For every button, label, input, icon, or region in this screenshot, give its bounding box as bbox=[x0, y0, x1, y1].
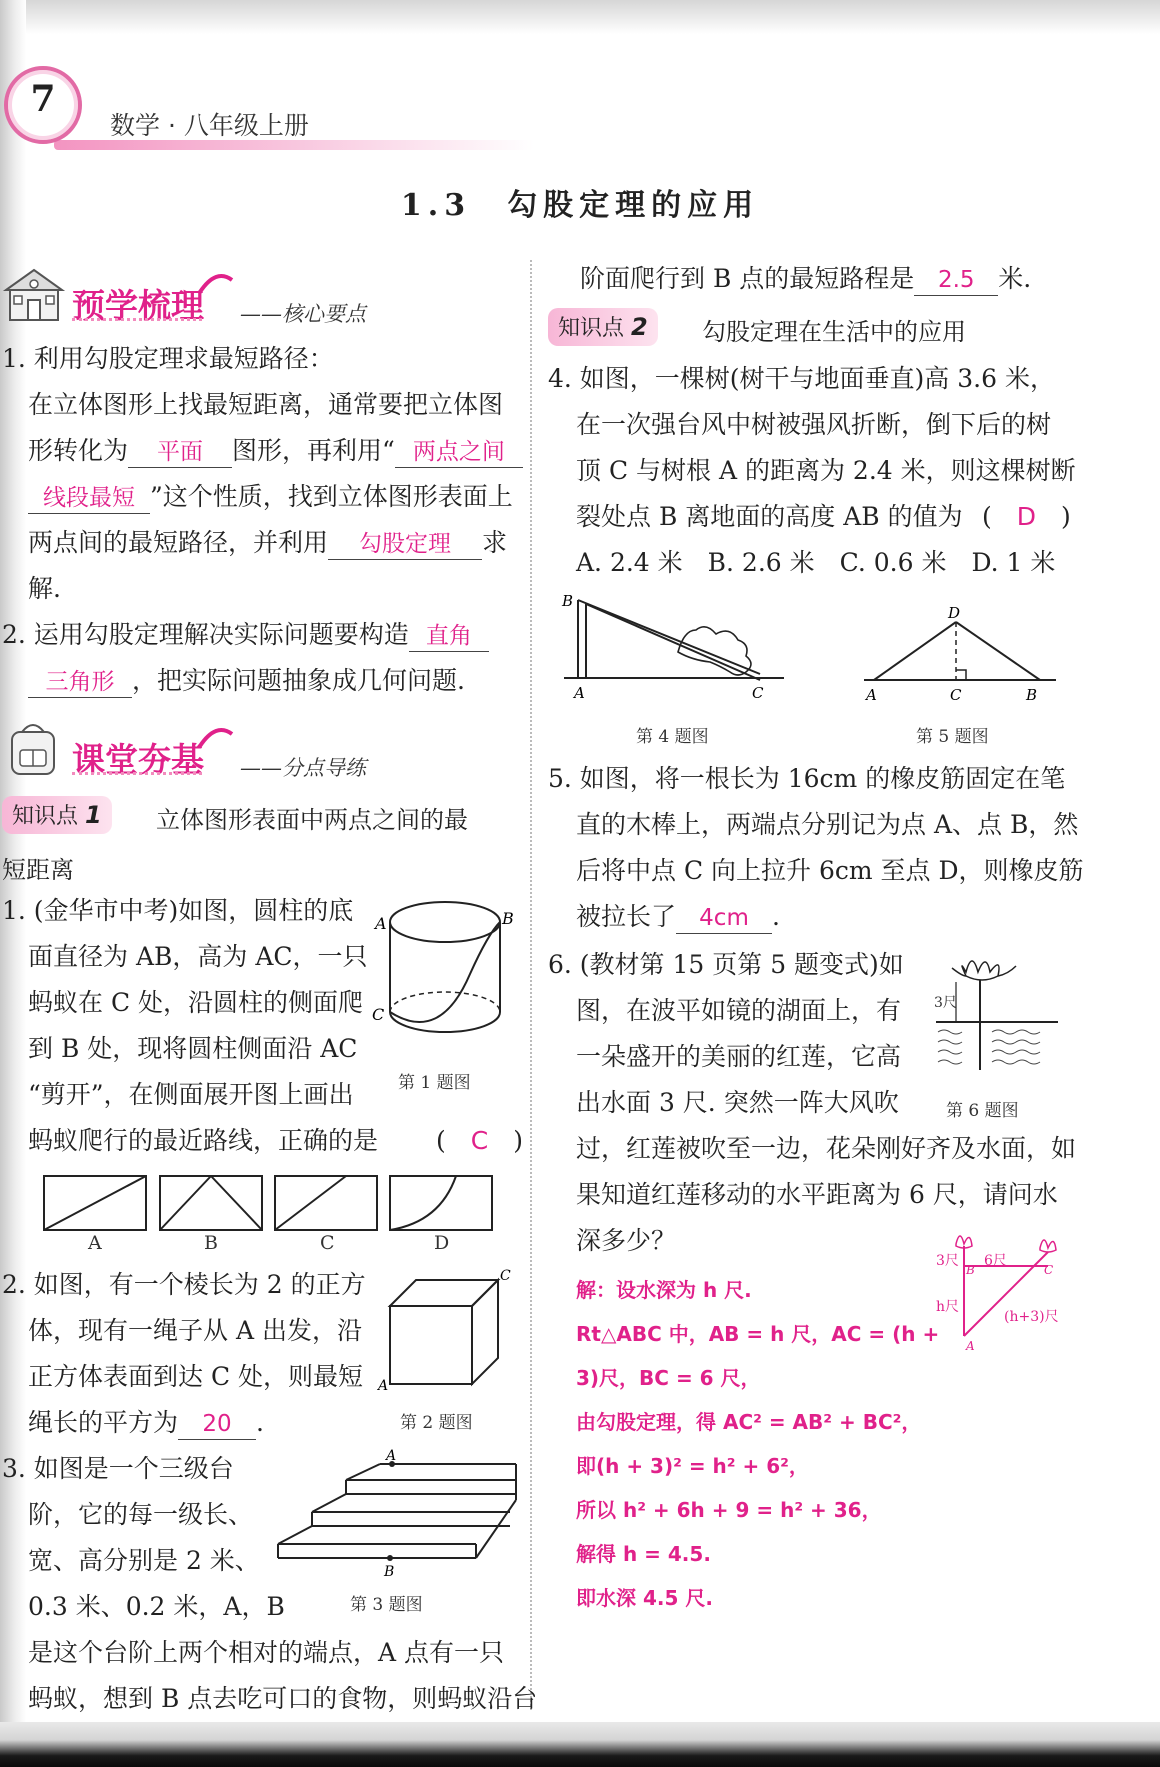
preview-item1-line1: 1. 利用勾股定理求最短路径： bbox=[2, 344, 334, 373]
q6-solution-line: 即水深 4.5 尺. bbox=[576, 1586, 713, 1610]
text: 图形，再利用“ bbox=[232, 436, 395, 465]
q1-options-figure bbox=[40, 1172, 500, 1254]
bottom-edge bbox=[0, 1722, 1160, 1767]
kp-label: 知识点 bbox=[558, 316, 625, 341]
svg-text:A: A bbox=[574, 684, 585, 702]
svg-text:C: C bbox=[752, 684, 764, 702]
q6-line2: 图，在波平如镜的湖面上，有 bbox=[576, 996, 902, 1025]
svg-text:C: C bbox=[950, 686, 962, 704]
q6-sol-label-6chi: 6尺 bbox=[984, 1253, 1007, 1269]
svg-text:C: C bbox=[1044, 1263, 1054, 1277]
q1-option-d: D bbox=[434, 1232, 450, 1254]
banner-dots bbox=[72, 318, 202, 321]
q6-solution-line: 3)尺，BC = 6 尺， bbox=[576, 1366, 761, 1390]
q6-solution-figure bbox=[936, 1226, 1060, 1354]
svg-text:C: C bbox=[500, 1268, 511, 1284]
svg-text:A: A bbox=[866, 686, 877, 704]
q5-line4 bbox=[576, 900, 780, 934]
school-icon bbox=[4, 264, 64, 324]
q6-line7: 深多少？ bbox=[576, 1226, 677, 1255]
q1-caption: 第 1 题图 bbox=[398, 1073, 471, 1093]
classroom-banner-subtitle: ——分点导练 bbox=[240, 756, 366, 780]
q1-option-b: B bbox=[204, 1232, 218, 1254]
q2-line4 bbox=[28, 1406, 264, 1440]
preview-item1-line6: 解. bbox=[28, 574, 61, 603]
page-top-edge bbox=[0, 0, 1160, 34]
q4-line1: 4. 如图，一棵树(树干与地面垂直)高 3.6 米， bbox=[548, 364, 1055, 393]
preview-item2-line1 bbox=[2, 618, 489, 652]
q6-line5: 过，红莲被吹至一边，花朵刚好齐及水面，如 bbox=[576, 1134, 1077, 1163]
q6-solution-line: 解得 h = 4.5. bbox=[576, 1542, 711, 1566]
knowledge-point-1-badge bbox=[2, 796, 112, 834]
banner-swoosh-icon bbox=[196, 720, 236, 750]
q2-line3: 正方体表面到达 C 处，则最短 bbox=[28, 1362, 364, 1391]
preview-item1-line4 bbox=[28, 480, 513, 514]
svg-text:B: B bbox=[966, 1263, 975, 1277]
q1-answer-paren: ( C ) bbox=[436, 1126, 523, 1155]
q3-caption: 第 3 题图 bbox=[350, 1595, 423, 1615]
q5-caption: 第 5 题图 bbox=[916, 727, 989, 747]
preview-item1-line5 bbox=[28, 526, 507, 560]
section-title: 1.3 勾股定理的应用 bbox=[400, 188, 760, 223]
svg-text:D: D bbox=[948, 604, 961, 622]
q6-sol-label-h3: (h+3)尺 bbox=[1004, 1309, 1059, 1325]
text: ，把实际问题抽象成几何问题. bbox=[132, 666, 465, 695]
q3-line6: 蚂蚁，想到 B 点去吃可口的食物，则蚂蚁沿台 bbox=[28, 1684, 538, 1713]
preview-item1-line2: 在立体图形上找最短距离，通常要把立体图 bbox=[28, 390, 504, 419]
preview-item2-line2 bbox=[28, 664, 465, 698]
q6-fig-3chi-label: 3尺 bbox=[934, 995, 957, 1011]
kp-number: 2 bbox=[631, 313, 648, 341]
knowledge-point-2-badge bbox=[548, 308, 658, 346]
q4-answer-paren: ( D ) bbox=[982, 502, 1071, 531]
q3-line3: 宽、高分别是 2 米、 bbox=[28, 1546, 260, 1575]
q6-solution-line: 所以 h² + 6h + 9 = h² + 36， bbox=[576, 1498, 882, 1522]
svg-text:B: B bbox=[562, 592, 574, 610]
q6-solution-line: 由勾股定理，得 AC² = AB² + BC²， bbox=[576, 1410, 922, 1434]
q3-line2: 阶，它的每一级长、 bbox=[28, 1500, 254, 1529]
q1-cylinder-figure bbox=[370, 894, 520, 1044]
page-number-badge bbox=[4, 66, 82, 144]
preview-banner-title: 预学梳理 bbox=[72, 286, 204, 325]
answer-blank: 20 bbox=[178, 1409, 256, 1440]
q4-line2: 在一次强台风中树被强风折断，倒下后的树 bbox=[576, 410, 1052, 439]
svg-text:B: B bbox=[384, 1564, 395, 1580]
q6-caption: 第 6 题图 bbox=[946, 1101, 1019, 1121]
q6-solution-line: Rt△ABC 中，AB = h 尺，AC = (h + bbox=[576, 1322, 940, 1346]
answer-blank: 2.5 bbox=[914, 265, 998, 296]
q2-line1: 2. 如图，有一个棱长为 2 的正方 bbox=[2, 1270, 366, 1299]
column-divider bbox=[530, 260, 532, 1710]
text: 2. 运用勾股定理解决实际问题要构造 bbox=[2, 620, 409, 649]
q1-line5: “剪开”，在侧面展开图上画出 bbox=[28, 1080, 354, 1109]
q6-sol-label-3chi: 3尺 bbox=[936, 1253, 959, 1269]
q1-line6: 蚂蚁爬行的最近路线，正确的是 bbox=[28, 1126, 379, 1155]
knowledge-point-1-title-b: 短距离 bbox=[2, 856, 74, 884]
q3-line4: 0.3 米、0.2 米，A，B bbox=[28, 1592, 285, 1621]
q2-caption: 第 2 题图 bbox=[400, 1413, 473, 1433]
q1-option-a: A bbox=[88, 1232, 102, 1254]
answer-blank: 平面 bbox=[128, 437, 232, 468]
kp-number: 1 bbox=[85, 801, 102, 829]
q6-sol-label-h: h尺 bbox=[936, 1299, 960, 1315]
q1-answer: C bbox=[470, 1126, 489, 1155]
q5-line1: 5. 如图，将一根长为 16cm 的橡皮筋固定在笔 bbox=[548, 764, 1066, 793]
preview-banner-subtitle: ——核心要点 bbox=[240, 302, 366, 326]
q3-stairs-figure bbox=[272, 1448, 522, 1580]
knowledge-point-1-title-a: 立体图形表面中两点之间的最 bbox=[156, 806, 468, 834]
q4-options: A. 2.4 米 B. 2.6 米 C. 0.6 米 D. 1 米 bbox=[576, 548, 1056, 577]
svg-text:A: A bbox=[375, 914, 387, 933]
q4-line4: 裂处点 B 离地面的高度 AB 的值为 bbox=[576, 502, 963, 531]
svg-text:B: B bbox=[502, 909, 514, 928]
svg-text:A: A bbox=[966, 1339, 975, 1353]
q1-line4: 到 B 处，现将圆柱侧面沿 AC bbox=[28, 1034, 358, 1063]
q6-line4: 出水面 3 尺. 突然一阵大风吹 bbox=[576, 1088, 899, 1117]
q6-solution-line: 解：设水深为 h 尺. bbox=[576, 1278, 752, 1302]
text: 绳长的平方为 bbox=[28, 1408, 179, 1437]
svg-text:A: A bbox=[378, 1378, 389, 1394]
q6-line1: 6. (教材第 15 页第 5 题变式)如 bbox=[548, 950, 904, 979]
answer-blank: 直角 bbox=[409, 621, 489, 652]
answer-blank: 4cm bbox=[676, 903, 772, 934]
classroom-banner-title: 课堂夯基 bbox=[72, 740, 204, 779]
svg-text:A: A bbox=[386, 1448, 397, 1464]
book-title: 数学 · 八年级上册 bbox=[110, 111, 309, 140]
q4-tree-figure bbox=[560, 590, 790, 710]
q6-line6: 果知道红莲移动的水平距离为 6 尺，请问水 bbox=[576, 1180, 1058, 1209]
answer-blank: 两点之间 bbox=[395, 437, 523, 468]
page-number: 7 bbox=[30, 78, 56, 120]
knowledge-point-2-title: 勾股定理在生活中的应用 bbox=[702, 318, 966, 346]
q1-line3: 蚂蚁在 C 处，沿圆柱的侧面爬 bbox=[28, 988, 364, 1017]
q1-line2: 面直径为 AB，高为 AC，一只 bbox=[28, 942, 368, 971]
q6-solution-line: 即(h + 3)² = h² + 6²， bbox=[576, 1454, 809, 1478]
text: 米. bbox=[998, 264, 1032, 293]
svg-text:B: B bbox=[1026, 686, 1038, 704]
text: 两点间的最短路径，并利用 bbox=[28, 528, 329, 557]
answer-blank: 勾股定理 bbox=[328, 529, 482, 560]
q4-answer: D bbox=[1016, 502, 1037, 531]
q3-line5: 是这个台阶上两个相对的端点，A 点有一只 bbox=[28, 1638, 505, 1667]
text: 求 bbox=[482, 528, 508, 557]
q6-line3: 一朵盛开的美丽的红莲，它高 bbox=[576, 1042, 902, 1071]
answer-blank: 三角形 bbox=[28, 667, 132, 698]
backpack-icon bbox=[4, 718, 62, 778]
preview-item1-line3 bbox=[28, 434, 523, 468]
text: 形转化为 bbox=[28, 436, 129, 465]
text: . bbox=[772, 902, 780, 931]
text: 被拉长了 bbox=[576, 902, 677, 931]
q2-cube-figure bbox=[378, 1266, 518, 1394]
q5-line2: 直的木棒上，两端点分别记为点 A、点 B，然 bbox=[576, 810, 1079, 839]
svg-text:C: C bbox=[372, 1005, 385, 1024]
text: . bbox=[256, 1408, 264, 1437]
q2-line2: 体，现有一绳子从 A 出发，沿 bbox=[28, 1316, 362, 1345]
q5-triangle-figure bbox=[860, 606, 1060, 710]
q4-caption: 第 4 题图 bbox=[636, 727, 709, 747]
text: ”这个性质，找到立体图形表面上 bbox=[150, 482, 513, 511]
q5-line3: 后将中点 C 向上拉升 6cm 至点 D，则橡皮筋 bbox=[576, 856, 1084, 885]
q1-line1: 1. (金华市中考)如图，圆柱的底 bbox=[2, 896, 354, 925]
banner-swoosh-icon bbox=[196, 266, 236, 296]
q1-option-c: C bbox=[320, 1232, 335, 1254]
q4-line3: 顶 C 与树根 A 的距离为 2.4 米，则这棵树断 bbox=[576, 456, 1076, 485]
banner-dots bbox=[72, 772, 202, 775]
answer-blank: 线段最短 bbox=[28, 483, 150, 514]
kp-label: 知识点 bbox=[12, 804, 79, 829]
q3-line1: 3. 如图是一个三级台 bbox=[2, 1454, 234, 1483]
q3-line7 bbox=[580, 262, 1031, 296]
text: 阶面爬行到 B 点的最短路程是 bbox=[580, 264, 915, 293]
